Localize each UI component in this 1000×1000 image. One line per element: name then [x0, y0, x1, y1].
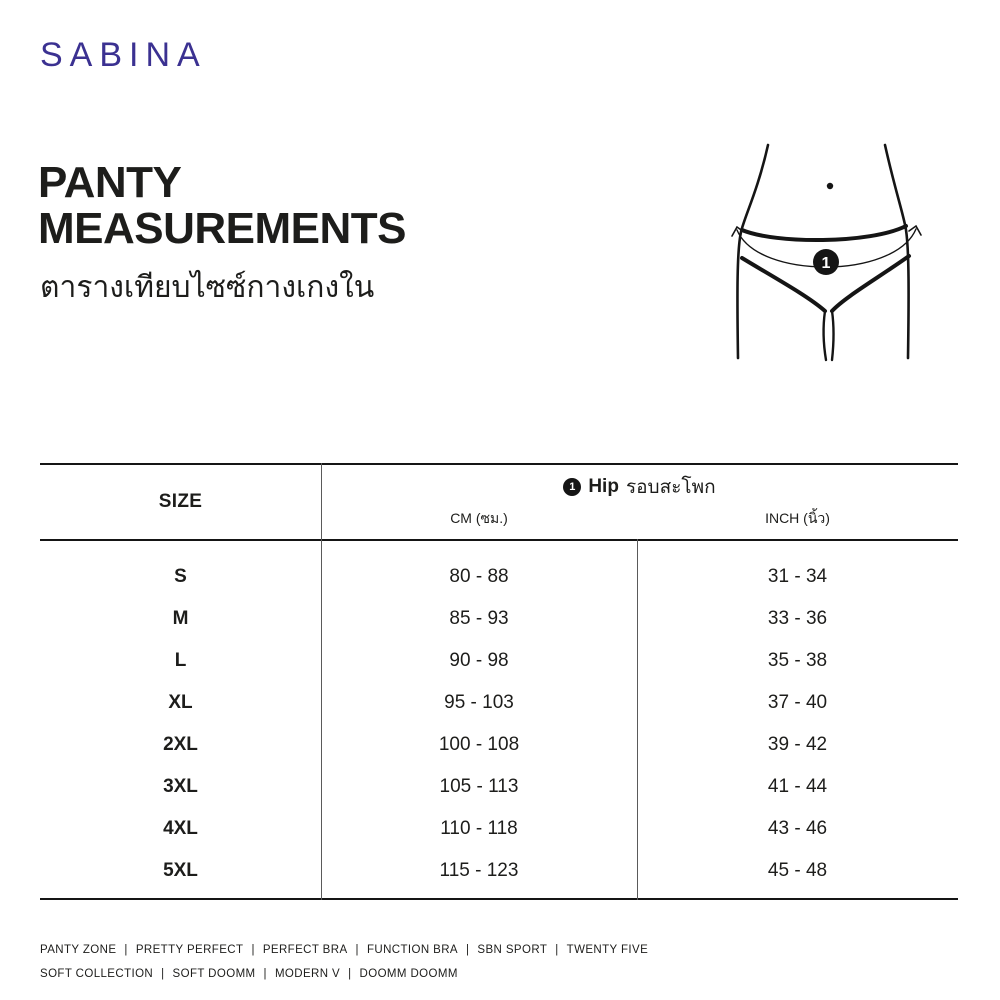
separator: |	[251, 944, 255, 956]
hip-measurement-illustration	[680, 120, 980, 390]
separator: |	[161, 968, 165, 980]
page-title-line1: PANTY	[38, 158, 182, 207]
collection-name: SBN SPORT	[477, 944, 548, 956]
size-table-body	[40, 556, 958, 892]
cm-cell: 110 - 118	[440, 818, 518, 839]
body-left-outline	[737, 145, 768, 358]
table-bottom-rule	[40, 898, 958, 900]
inch-cell: 45 - 48	[767, 860, 828, 881]
collection-name: PRETTY PERFECT	[135, 944, 244, 956]
separator: |	[355, 944, 359, 956]
size-cell: 3XL	[163, 776, 198, 797]
footer-line-2	[40, 962, 960, 986]
table-row	[40, 850, 958, 892]
hip-number-badge-icon: 1	[563, 478, 581, 496]
belly-button-dot	[827, 183, 833, 189]
separator: |	[124, 944, 128, 956]
hip-label-th: รอบสะโพก	[625, 477, 716, 498]
page-title	[38, 160, 406, 252]
separator: |	[466, 944, 470, 956]
table-row	[40, 598, 958, 640]
column-header-size: SIZE	[158, 491, 203, 512]
cm-cell: 95 - 103	[444, 692, 514, 713]
inch-cell: 31 - 34	[767, 566, 828, 587]
column-header-hip	[321, 472, 958, 502]
table-row	[40, 766, 958, 808]
table-row	[40, 808, 958, 850]
collection-name: DOOMM DOOMM	[359, 968, 458, 980]
size-cell: L	[174, 650, 187, 671]
separator: |	[263, 968, 267, 980]
body-right-outline	[885, 145, 909, 358]
separator: |	[555, 944, 559, 956]
column-header-cm: CM (ซม.)	[450, 510, 508, 526]
collection-name: SOFT COLLECTION	[40, 968, 154, 980]
inner-thigh-right	[832, 311, 834, 360]
inch-cell: 41 - 44	[767, 776, 828, 797]
footer-collections	[40, 938, 960, 986]
collection-name: TWENTY FIVE	[566, 944, 649, 956]
table-row	[40, 640, 958, 682]
panty-right-edge	[832, 256, 909, 311]
table-row	[40, 724, 958, 766]
inner-thigh-left	[824, 311, 826, 360]
inch-cell: 33 - 36	[767, 608, 828, 629]
collection-name: FUNCTION BRA	[366, 944, 458, 956]
collection-name: SOFT DOOMM	[172, 968, 256, 980]
inch-cell: 39 - 42	[767, 734, 828, 755]
table-row	[40, 682, 958, 724]
footer-line-1	[40, 938, 960, 962]
cm-cell: 90 - 98	[449, 650, 509, 671]
page-subtitle-thai: ตารางเทียบไซซ์กางเกงใน	[40, 271, 375, 304]
collection-name: PANTY ZONE	[40, 944, 117, 956]
separator: |	[348, 968, 352, 980]
collection-name: MODERN V	[274, 968, 341, 980]
size-cell: S	[174, 566, 187, 587]
size-cell: 2XL	[163, 734, 198, 755]
hip-label-en: Hip	[588, 476, 619, 497]
inch-cell: 35 - 38	[767, 650, 828, 671]
column-header-inch: INCH (นิ้ว)	[765, 510, 830, 526]
cm-cell: 80 - 88	[449, 566, 509, 587]
inch-cell: 37 - 40	[767, 692, 828, 713]
cm-cell: 115 - 123	[439, 860, 519, 881]
page-title-line2: MEASUREMENTS	[38, 204, 407, 253]
brand-logo: SABINA	[40, 36, 207, 74]
size-cell: 4XL	[163, 818, 198, 839]
size-cell: M	[172, 608, 189, 629]
measure-point-number: 1	[821, 255, 831, 272]
cm-cell: 100 - 108	[438, 734, 520, 755]
size-cell: 5XL	[163, 860, 198, 881]
inch-cell: 43 - 46	[767, 818, 828, 839]
size-cell: XL	[168, 692, 193, 713]
collection-name: PERFECT BRA	[262, 944, 348, 956]
cm-cell: 105 - 113	[439, 776, 519, 797]
table-header-rule	[40, 539, 958, 541]
panty-waistband	[742, 226, 906, 240]
table-row	[40, 556, 958, 598]
cm-cell: 85 - 93	[449, 608, 509, 629]
